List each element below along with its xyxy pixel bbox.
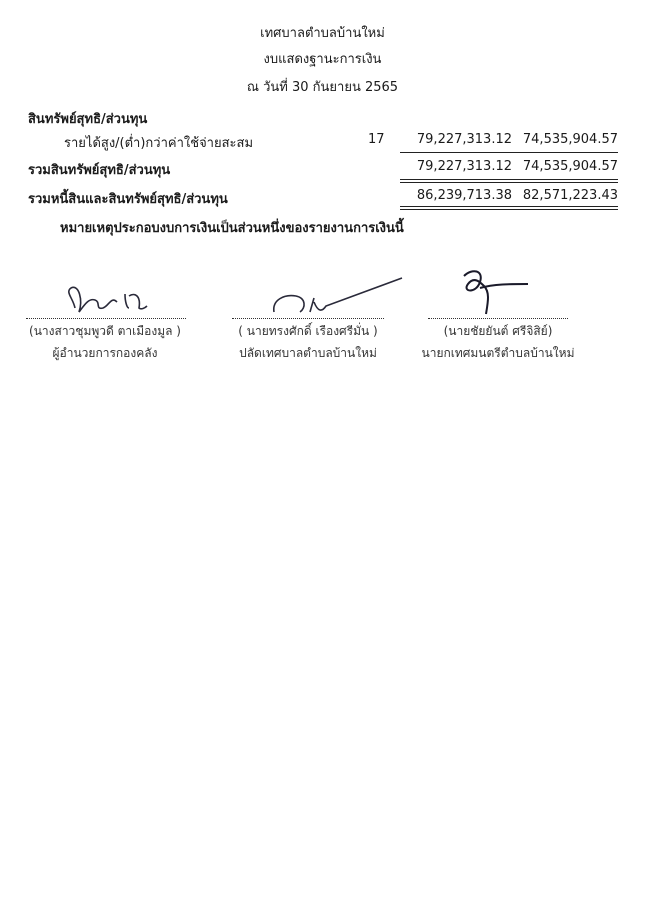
previous-year-value: 82,571,223.43 [522,188,618,203]
row-label: รวมสินทรัพย์สุทธิ/ส่วนทุน [28,163,171,178]
signatory-name: (นายชัยยันต์ ศรีจิสิย์) [443,324,553,338]
signatory-name: (นางสาวชุมพูวดี ตาเมืองมูล ) [29,324,181,338]
divider-line [400,206,618,207]
signature-line [26,318,186,319]
note-number: 17 [368,132,385,147]
current-year-value: 79,227,313.12 [416,159,512,174]
previous-year-value: 74,535,904.57 [522,159,618,174]
current-year-value: 86,239,713.38 [416,188,512,203]
divider-line [400,179,618,180]
row-label: รวมหนี้สินและสินทรัพย์สุทธิ/ส่วนทุน [28,192,228,207]
row-label: รายได้สูง/(ต่ำ)กว่าค่าใช้จ่ายสะสม [64,136,254,151]
divider-line [400,209,618,210]
current-year-value: 79,227,313.12 [416,132,512,147]
previous-year-value: 74,535,904.57 [522,132,618,147]
divider-line [400,152,618,153]
statement-title: งบแสดงฐานะการเงิน [263,52,382,67]
signature-1-handwriting [45,278,165,318]
signatory-position: ผู้อำนวยการกองคลัง [52,346,158,360]
signature-3-handwriting [450,262,550,320]
signatory-position: นายกเทศมนตรีตำบลบ้านใหม่ [421,346,575,360]
signature-2-handwriting [260,272,410,322]
signature-line [232,318,384,319]
statement-date: ณ วันที่ 30 กันยายน 2565 [246,80,399,95]
section-title: สินทรัพย์สุทธิ/ส่วนทุน [28,112,148,127]
signatory-name: ( นายทรงศักดิ์ เรืองศรีมั่น ) [238,324,378,338]
divider-line [400,182,618,183]
signatory-position: ปลัดเทศบาลตำบลบ้านใหม่ [239,346,377,360]
organization-name: เทศบาลตำบลบ้านใหม่ [260,26,385,41]
footnote: หมายเหตุประกอบงบการเงินเป็นส่วนหนึ่งของรายงานการเงินนี้ [60,221,404,236]
signature-line [428,318,568,319]
